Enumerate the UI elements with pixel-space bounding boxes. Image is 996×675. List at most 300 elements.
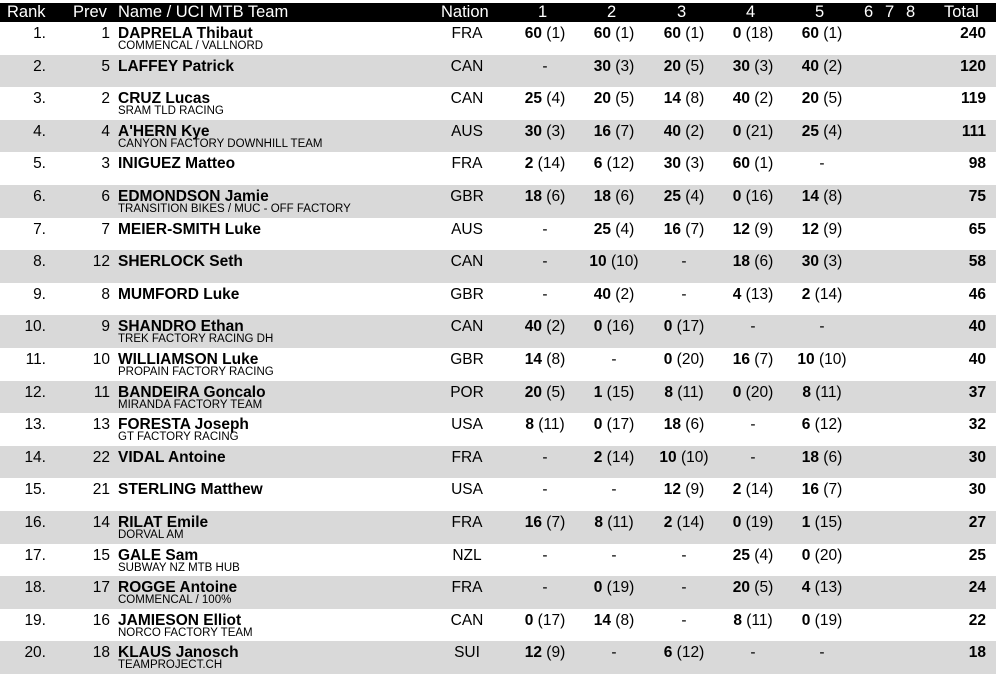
round-position: (9) (823, 220, 843, 238)
points-value: 0 (593, 416, 603, 434)
round-position: (5) (615, 90, 635, 108)
points-value: 25 (732, 546, 750, 564)
points-value: 60 (593, 25, 611, 42)
points-value: 40 (663, 122, 681, 140)
table-row (0, 250, 996, 283)
rank-cell: 17. (24, 546, 46, 564)
points-value: - (542, 253, 548, 271)
round-position: (9) (685, 481, 705, 499)
table-row (0, 511, 996, 544)
total-cell: 18 (968, 644, 986, 662)
prev-cell: 1 (101, 25, 110, 42)
points-value: 0 (524, 611, 534, 629)
rank-cell: 9. (33, 285, 46, 303)
points-value: - (750, 416, 756, 434)
rider-name: GALE Sam (118, 546, 199, 564)
round-2-cell (579, 449, 649, 467)
round-2-cell (579, 90, 649, 108)
round-2-cell (579, 253, 649, 271)
round-position: (14) (606, 448, 635, 466)
round-4-cell (718, 579, 788, 597)
round-position: (11) (538, 416, 565, 434)
round-3-cell (649, 351, 719, 369)
round-position: (21) (745, 122, 774, 140)
rider-name: STERLING Matthew (118, 481, 263, 499)
round-1-cell (510, 155, 580, 173)
round-2-cell (579, 416, 649, 434)
round-position: (20) (676, 351, 705, 368)
rank-cell: 4. (33, 122, 46, 140)
total-cell: 40 (968, 351, 986, 368)
round-1-cell (510, 644, 580, 662)
header-round-1: 1 (538, 3, 548, 21)
nation-cell: GBR (450, 285, 484, 303)
round-2-cell (579, 286, 649, 304)
total-cell: 240 (960, 25, 986, 42)
points-value: 0 (801, 611, 811, 629)
points-value: 10 (589, 253, 607, 271)
round-position: (16) (606, 318, 635, 336)
round-4-cell (718, 351, 788, 369)
round-5-cell (787, 644, 857, 662)
prev-cell: 7 (101, 220, 110, 238)
nation-cell: FRA (451, 579, 483, 597)
rank-cell: 10. (24, 318, 46, 336)
round-position: (13) (745, 285, 774, 303)
team-name: TEAMPROJECT.CH (118, 659, 223, 672)
rank-cell: 15. (24, 481, 46, 499)
round-4-cell (718, 123, 788, 141)
round-position: (6) (754, 253, 774, 271)
round-position: (7) (823, 481, 843, 499)
rank-cell: 11. (25, 351, 46, 368)
round-3-cell (649, 547, 719, 565)
round-position: (4) (546, 90, 566, 108)
round-2-cell (579, 579, 649, 597)
round-4-cell (718, 481, 788, 499)
rider-name: EDMONDSON Jamie (118, 188, 269, 205)
nation-cell: FRA (451, 25, 483, 42)
points-value: 14 (524, 351, 542, 368)
round-2-cell (579, 514, 649, 532)
nation-cell: NZL (452, 546, 482, 564)
round-position: (17) (537, 611, 566, 629)
table-row (0, 55, 996, 88)
prev-cell: 11 (93, 383, 110, 401)
points-value: 0 (663, 351, 673, 368)
rider-name: WILLIAMSON Luke (118, 351, 259, 368)
round-position: (4) (754, 546, 774, 564)
rider-name: RILAT Emile (118, 514, 209, 531)
header-rank: Rank (7, 3, 46, 21)
points-value: 16 (801, 481, 819, 499)
points-value: 30 (801, 253, 819, 271)
round-position: (5) (546, 383, 566, 401)
round-3-cell (649, 449, 719, 467)
points-value: - (542, 579, 548, 597)
points-value: 0 (593, 318, 603, 336)
points-value: 0 (732, 514, 742, 531)
round-3-cell (649, 644, 719, 662)
points-value: - (542, 448, 548, 466)
round-3-cell (649, 318, 719, 336)
round-position: (15) (814, 514, 843, 531)
round-position: (16) (745, 188, 774, 205)
team-name: MIRANDA FACTORY TEAM (118, 398, 263, 411)
round-position: (14) (537, 155, 566, 173)
round-4-cell (718, 253, 788, 271)
round-position: (2) (754, 90, 774, 108)
points-value: - (819, 318, 825, 336)
round-position: (5) (685, 57, 705, 75)
points-value: 30 (732, 57, 750, 75)
header-round-3: 3 (677, 3, 687, 21)
round-1-cell (510, 449, 580, 467)
round-position: (9) (754, 220, 774, 238)
round-3-cell (649, 58, 719, 76)
header-round-4: 4 (746, 3, 756, 21)
rank-cell: 13. (24, 416, 46, 434)
round-4-cell (718, 384, 788, 402)
round-position: (11) (607, 514, 634, 531)
prev-cell: 6 (101, 188, 110, 205)
round-position: (8) (546, 351, 566, 368)
round-2-cell (579, 318, 649, 336)
prev-cell: 12 (92, 253, 110, 271)
round-4-cell (718, 155, 788, 173)
rider-name: MEIER-SMITH Luke (118, 220, 261, 238)
round-4-cell (718, 612, 788, 630)
points-value: 0 (663, 318, 673, 336)
rider-name: LAFFEY Patrick (118, 57, 235, 75)
points-value: 60 (732, 155, 750, 173)
table-row (0, 381, 996, 414)
table-row (0, 413, 996, 446)
round-position: (6) (546, 188, 566, 205)
total-cell: 40 (968, 318, 986, 336)
points-value: - (681, 546, 687, 564)
round-5-cell (787, 58, 857, 76)
round-position: (6) (685, 416, 705, 434)
round-position: (2) (615, 285, 635, 303)
round-position: (12) (676, 644, 705, 662)
points-value: 18 (663, 416, 681, 434)
round-position: (17) (606, 416, 635, 434)
round-3-cell (649, 612, 719, 630)
rank-cell: 3. (33, 90, 46, 108)
points-value: 16 (663, 220, 681, 238)
round-position: (7) (685, 220, 705, 238)
round-2-cell (579, 547, 649, 565)
round-position: (1) (754, 155, 774, 173)
points-value: 14 (593, 611, 611, 629)
round-2-cell (579, 384, 649, 402)
round-position: (19) (606, 579, 635, 597)
round-5-cell (787, 579, 857, 597)
table-row (0, 478, 996, 511)
table-row (0, 22, 996, 55)
round-4-cell (718, 449, 788, 467)
team-name: NORCO FACTORY TEAM (118, 626, 253, 639)
round-position: (4) (685, 188, 705, 205)
points-value: 60 (663, 25, 681, 42)
points-value: 0 (732, 188, 742, 205)
points-value: 4 (801, 579, 811, 597)
round-position: (6) (615, 188, 635, 205)
points-value: 8 (525, 416, 534, 434)
round-2-cell (579, 25, 649, 43)
round-position: (4) (823, 122, 843, 140)
points-value: 2 (663, 514, 673, 531)
points-value: 30 (593, 57, 611, 75)
round-position: (20) (745, 383, 774, 401)
prev-cell: 8 (101, 285, 110, 303)
round-4-cell (718, 318, 788, 336)
round-1-cell (510, 253, 580, 271)
total-cell: 65 (968, 220, 986, 238)
header-round-5: 5 (815, 3, 825, 21)
points-value: 2 (732, 481, 742, 499)
total-cell: 22 (968, 611, 986, 629)
points-value: 25 (524, 90, 542, 108)
round-2-cell (579, 188, 649, 206)
round-4-cell (718, 514, 788, 532)
table-row (0, 185, 996, 218)
round-1-cell (510, 221, 580, 239)
total-cell: 27 (968, 514, 986, 531)
points-value: 30 (524, 122, 542, 140)
round-3-cell (649, 481, 719, 499)
rank-cell: 8. (33, 253, 46, 271)
points-value: 12 (524, 644, 542, 662)
prev-cell: 16 (92, 611, 110, 629)
round-5-cell (787, 514, 857, 532)
round-position: (17) (676, 318, 705, 336)
round-1-cell (510, 58, 580, 76)
team-name: GT FACTORY RACING (118, 431, 239, 444)
points-value: 1 (593, 383, 603, 401)
table-row (0, 641, 996, 674)
points-value: 30 (663, 155, 681, 173)
round-4-cell (718, 90, 788, 108)
total-cell: 111 (961, 122, 986, 140)
nation-cell: CAN (450, 57, 484, 75)
round-1-cell (510, 318, 580, 336)
points-value: 8 (802, 383, 811, 401)
nation-cell: AUS (451, 220, 483, 238)
round-2-cell (579, 155, 649, 173)
total-cell: 120 (960, 57, 986, 75)
round-5-cell (787, 318, 857, 336)
points-value: 14 (663, 90, 681, 108)
round-5-cell (787, 90, 857, 108)
round-1-cell (510, 612, 580, 630)
points-value: 18 (801, 448, 819, 466)
rank-cell: 5. (33, 155, 46, 173)
round-5-cell (787, 25, 857, 43)
header-nation: Nation (441, 3, 489, 21)
prev-cell: 13 (92, 416, 110, 434)
prev-cell: 4 (101, 122, 110, 140)
nation-cell: FRA (451, 448, 483, 466)
points-value: - (542, 220, 548, 238)
round-1-cell (510, 90, 580, 108)
round-position: (13) (814, 579, 843, 597)
table-row (0, 576, 996, 609)
points-value: 18 (593, 188, 611, 205)
round-1-cell (510, 579, 580, 597)
points-value: 16 (524, 514, 542, 531)
points-value: - (750, 644, 756, 662)
points-value: 40 (732, 90, 750, 108)
points-value: - (681, 579, 687, 597)
total-cell: 37 (968, 383, 986, 401)
table-row (0, 544, 996, 577)
round-position: (11) (746, 611, 773, 629)
points-value: 40 (524, 318, 542, 336)
round-3-cell (649, 384, 719, 402)
nation-cell: FRA (451, 514, 483, 531)
round-position: (3) (546, 122, 566, 140)
round-position: (7) (754, 351, 774, 368)
rider-name: VIDAL Antoine (118, 448, 226, 466)
team-name: CANYON FACTORY DOWNHILL TEAM (118, 137, 323, 150)
round-position: (19) (745, 514, 774, 531)
round-2-cell (579, 644, 649, 662)
points-value: 0 (593, 579, 603, 597)
points-value: 40 (593, 285, 611, 303)
nation-cell: CAN (450, 253, 484, 271)
round-3-cell (649, 123, 719, 141)
points-value: 10 (797, 351, 815, 368)
points-value: - (819, 644, 825, 662)
points-value: 12 (732, 220, 750, 238)
round-4-cell (718, 188, 788, 206)
round-2-cell (579, 481, 649, 499)
nation-cell: CAN (450, 318, 484, 336)
points-value: 0 (732, 122, 742, 140)
round-2-cell (579, 123, 649, 141)
round-position: (12) (606, 155, 635, 173)
total-cell: 75 (968, 188, 986, 205)
prev-cell: 5 (101, 57, 110, 75)
header-total: Total (944, 3, 979, 21)
round-5-cell (787, 612, 857, 630)
points-value: - (750, 448, 756, 466)
points-value: 20 (801, 90, 819, 108)
rider-name: SHERLOCK Seth (118, 253, 243, 271)
table-row (0, 152, 996, 185)
table-row (0, 87, 996, 120)
points-value: 2 (593, 448, 603, 466)
points-value: 25 (801, 122, 819, 140)
prev-cell: 22 (92, 448, 110, 466)
total-cell: 25 (968, 546, 986, 564)
round-position: (10) (680, 448, 709, 466)
points-value: 18 (524, 188, 542, 205)
nation-cell: POR (450, 383, 484, 401)
round-position: (1) (615, 25, 635, 42)
rider-name: INIGUEZ Matteo (118, 155, 236, 173)
round-position: (4) (615, 220, 635, 238)
round-3-cell (649, 514, 719, 532)
round-position: (1) (685, 25, 705, 42)
team-name: COMMENCAL / VALLNORD (118, 40, 264, 52)
points-value: - (611, 644, 617, 662)
round-4-cell (718, 58, 788, 76)
total-cell: 58 (968, 253, 986, 271)
round-5-cell (787, 286, 857, 304)
round-position: (8) (823, 188, 843, 205)
rank-cell: 18. (24, 579, 46, 597)
round-5-cell (787, 384, 857, 402)
round-1-cell (510, 514, 580, 532)
rider-name: DAPRELA Thibaut (118, 25, 253, 42)
points-value: 6 (801, 416, 811, 434)
round-position: (14) (814, 285, 843, 303)
round-5-cell (787, 188, 857, 206)
points-value: 25 (593, 220, 611, 238)
header-round-8: 8 (906, 3, 916, 21)
table-row (0, 218, 996, 251)
team-name: DORVAL AM (118, 529, 184, 541)
round-3-cell (649, 90, 719, 108)
rank-cell: 1. (33, 25, 46, 42)
header-round-6: 6 (864, 3, 874, 21)
points-value: - (681, 285, 687, 303)
round-position: (11) (815, 383, 842, 401)
round-2-cell (579, 351, 649, 369)
round-position: (7) (615, 122, 635, 140)
total-cell: 119 (960, 90, 986, 108)
round-3-cell (649, 253, 719, 271)
round-1-cell (510, 188, 580, 206)
round-position: (3) (754, 57, 774, 75)
points-value: 40 (801, 57, 819, 75)
points-value: 8 (733, 611, 742, 629)
round-position: (1) (823, 25, 843, 42)
header-prev: Prev (73, 3, 107, 21)
points-value: 20 (593, 90, 611, 108)
table-row (0, 348, 996, 381)
prev-cell: 21 (92, 481, 110, 499)
round-position: (19) (814, 611, 843, 629)
rider-name: SHANDRO Ethan (118, 318, 244, 336)
round-position: (18) (745, 25, 774, 42)
nation-cell: CAN (450, 611, 484, 629)
rank-cell: 12. (24, 383, 46, 401)
points-value: 10 (659, 448, 677, 466)
round-position: (3) (685, 155, 705, 173)
round-position: (15) (606, 383, 635, 401)
round-2-cell (579, 58, 649, 76)
prev-cell: 9 (101, 318, 110, 336)
rider-name: BANDEIRA Goncalo (118, 383, 266, 401)
total-cell: 30 (968, 448, 986, 466)
round-3-cell (649, 416, 719, 434)
points-value: 18 (732, 253, 750, 271)
round-1-cell (510, 351, 580, 369)
header-name: Name / UCI MTB Team (118, 3, 289, 21)
team-name: SUBWAY NZ MTB HUB (118, 561, 240, 574)
round-position: (12) (814, 416, 843, 434)
points-value: 4 (732, 285, 742, 303)
round-5-cell (787, 449, 857, 467)
round-1-cell (510, 286, 580, 304)
rider-name: ROGGE Antoine (118, 579, 238, 597)
total-cell: 30 (968, 481, 986, 499)
round-position: (8) (615, 611, 635, 629)
